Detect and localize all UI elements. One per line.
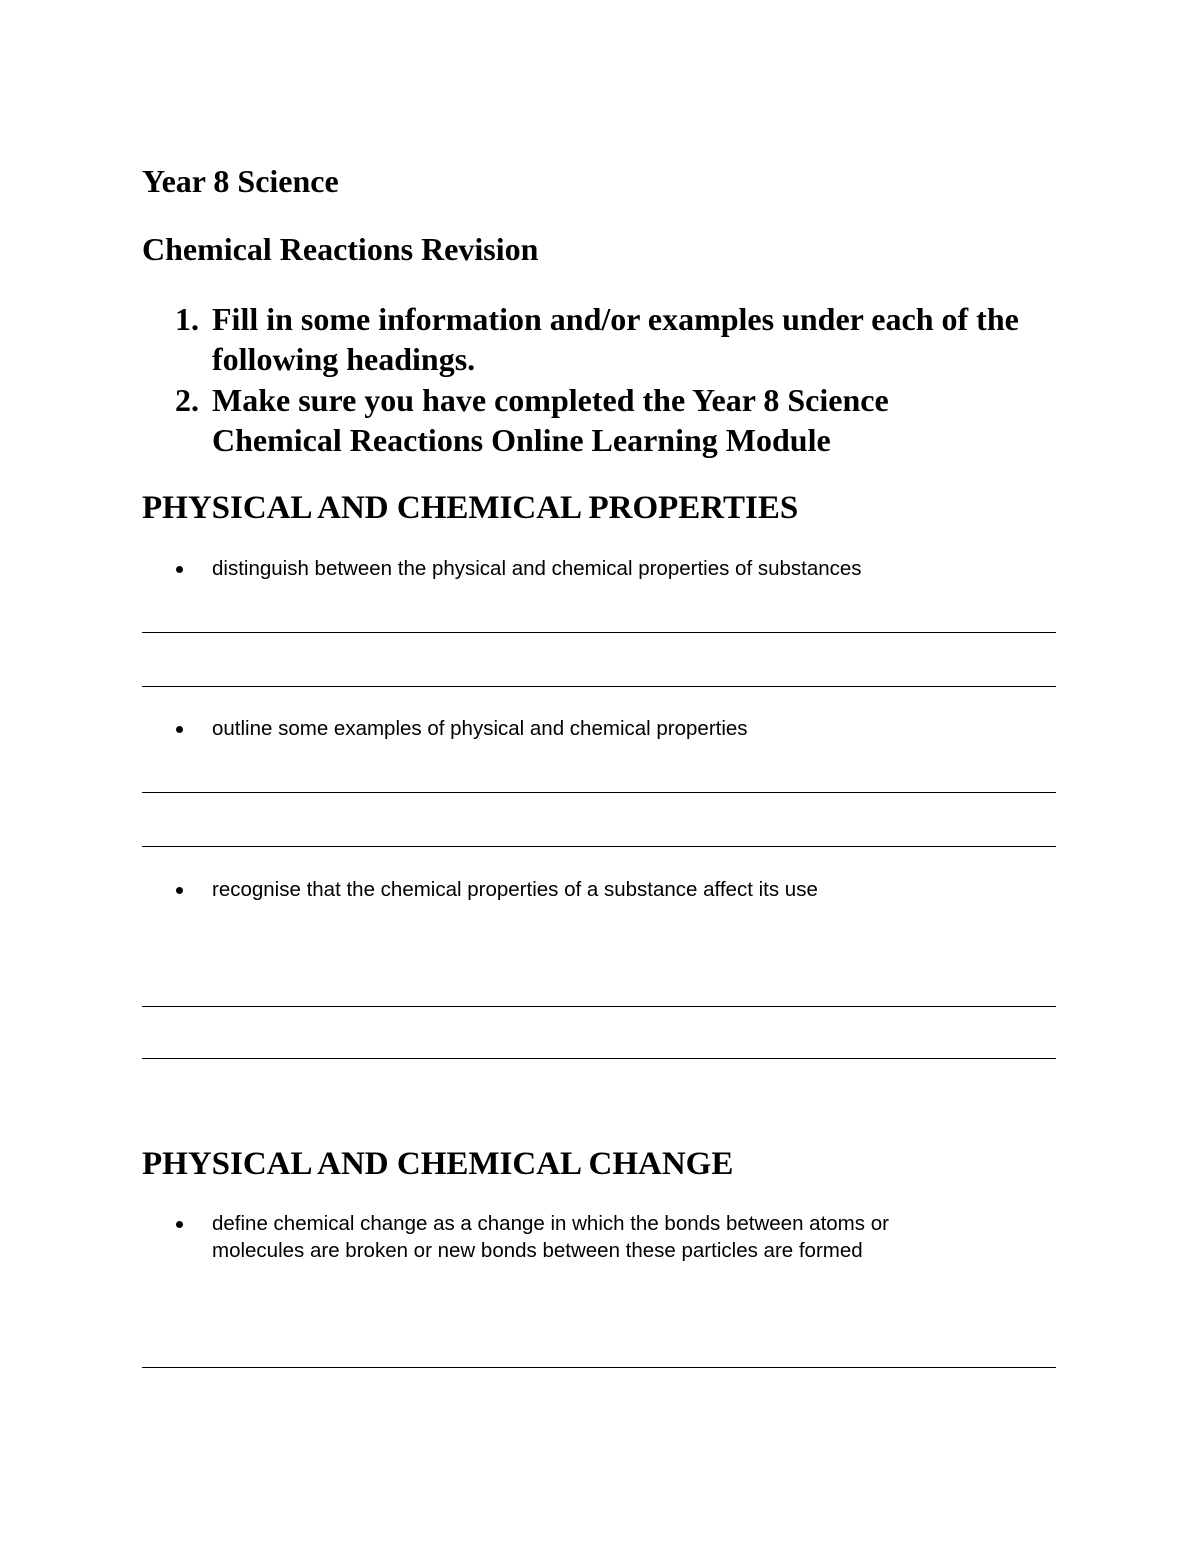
answer-line[interactable]: [142, 846, 1056, 847]
bullet-text: outline some examples of physical and chemical properties: [212, 717, 748, 740]
instruction-item: [175, 380, 1075, 460]
page-title: Year 8 Science: [142, 163, 339, 199]
answer-line[interactable]: [142, 1058, 1056, 1059]
bullet-text: distinguish between the physical and chemical properties of substances: [212, 557, 862, 580]
section-heading: PHYSICAL AND CHEMICAL PROPERTIES: [142, 490, 799, 526]
answer-line[interactable]: [142, 686, 1056, 687]
instruction-number: 2.: [175, 382, 199, 418]
instruction-text: Fill in some information and/or examples under each of the following headings.: [212, 301, 1019, 377]
answer-line[interactable]: [142, 1367, 1056, 1368]
bullet-text: define chemical change as a change in which the bonds between atoms or molecules are broken or new bonds between these particles are formed: [212, 1212, 889, 1262]
answer-line[interactable]: [142, 1006, 1056, 1007]
instruction-number: 1.: [175, 301, 199, 337]
bullet-text: recognise that the chemical properties of a substance affect its use: [212, 878, 818, 901]
instruction-text: Make sure you have completed the Year 8 Science Chemical Reactions Online Learning Module: [212, 382, 889, 458]
answer-line[interactable]: [142, 632, 1056, 633]
answer-line[interactable]: [142, 792, 1056, 793]
page-subtitle: Chemical Reactions Revision: [142, 231, 539, 267]
section-heading: PHYSICAL AND CHEMICAL CHANGE: [142, 1146, 734, 1182]
instruction-item: [175, 299, 1075, 379]
